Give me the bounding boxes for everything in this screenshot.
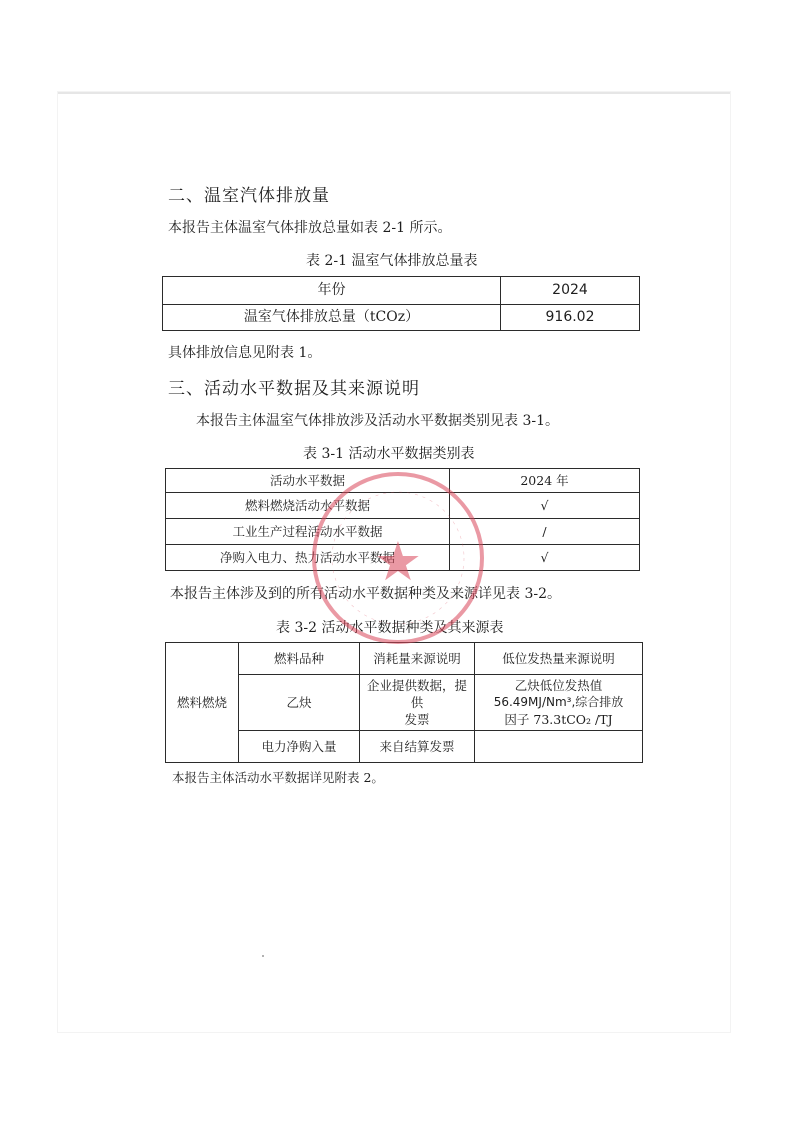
section-2-note: 具体排放信息见附表 1。 xyxy=(168,345,322,361)
table-header-cell: 消耗量来源说明 xyxy=(360,643,475,675)
table-row xyxy=(163,277,640,305)
table-row xyxy=(163,305,640,331)
table-cell-label: 温室气体排放总量（tCOz） xyxy=(163,305,501,331)
table-row xyxy=(166,469,640,493)
scan-speck xyxy=(262,955,264,957)
table-cell-value: √ xyxy=(450,545,640,571)
table-2-1-caption: 表 2-1 温室气体排放总量表 xyxy=(306,253,478,269)
section-3-footer-text: 本报告主体活动水平数据详见附表 2。 xyxy=(172,770,384,785)
table-3-2-caption: 表 3-2 活动水平数据种类及其来源表 xyxy=(276,620,504,636)
table-row xyxy=(166,493,640,519)
table-cell-value: 916.02 xyxy=(501,305,640,331)
page-top-edge xyxy=(58,92,730,94)
table-3-1-caption: 表 3-1 活动水平数据类别表 xyxy=(303,446,475,462)
table-header-cell: 低位发热量来源说明 xyxy=(475,643,643,675)
table-cell-fuel: 乙炔 xyxy=(239,675,360,731)
table-row xyxy=(166,519,640,545)
table-cell-label: 年份 xyxy=(163,277,501,305)
table-cell-heat xyxy=(475,731,643,763)
table-cell-value: √ xyxy=(450,493,640,519)
section-3-heading: 三、活动水平数据及其来源说明 xyxy=(168,379,420,399)
section-3-intro: 本报告主体温室气体排放涉及活动水平数据类别见表 3-1。 xyxy=(196,413,559,429)
table-header-cell: 活动水平数据 xyxy=(166,469,450,493)
table-cell-value: 2024 xyxy=(501,277,640,305)
table-group-cell: 燃料燃烧 xyxy=(166,643,239,763)
table-2-1 xyxy=(162,276,640,331)
table-cell-fuel: 电力净购入量 xyxy=(239,731,360,763)
table-row xyxy=(166,643,643,675)
section-3-mid-text: 本报告主体涉及到的所有活动水平数据种类及来源详见表 3-2。 xyxy=(170,586,561,602)
table-cell-heat xyxy=(475,675,643,731)
table-cell-label: 工业生产过程活动水平数据 xyxy=(166,519,450,545)
table-3-1 xyxy=(165,468,640,571)
section-2-intro: 本报告主体温室气体排放总量如表 2-1 所示。 xyxy=(168,220,452,236)
source-line: 企业提供数据，提供 xyxy=(366,678,467,710)
table-cell-source: 来自结算发票 xyxy=(360,731,475,763)
table-cell-value: / xyxy=(450,519,640,545)
heat-line: 因子 73.3tCO₂ /TJ xyxy=(504,712,613,727)
seal-star: ★ xyxy=(373,530,423,593)
table-header-cell: 2024 年 xyxy=(450,469,640,493)
table-cell-label: 燃料燃烧活动水平数据 xyxy=(166,493,450,519)
table-row xyxy=(166,545,640,571)
heat-line: 乙炔低位发热值 xyxy=(514,678,603,693)
heat-line: 56.49MJ/Nm³,综合排放 xyxy=(493,695,624,709)
table-cell-label: 净购入电力、热力活动水平数据 xyxy=(166,545,450,571)
section-2-heading: 二、温室汽体排放量 xyxy=(168,186,330,206)
table-header-cell: 燃料品种 xyxy=(239,643,360,675)
source-line: 发票 xyxy=(404,712,430,727)
table-cell-source xyxy=(360,675,475,731)
table-3-2 xyxy=(165,642,643,763)
